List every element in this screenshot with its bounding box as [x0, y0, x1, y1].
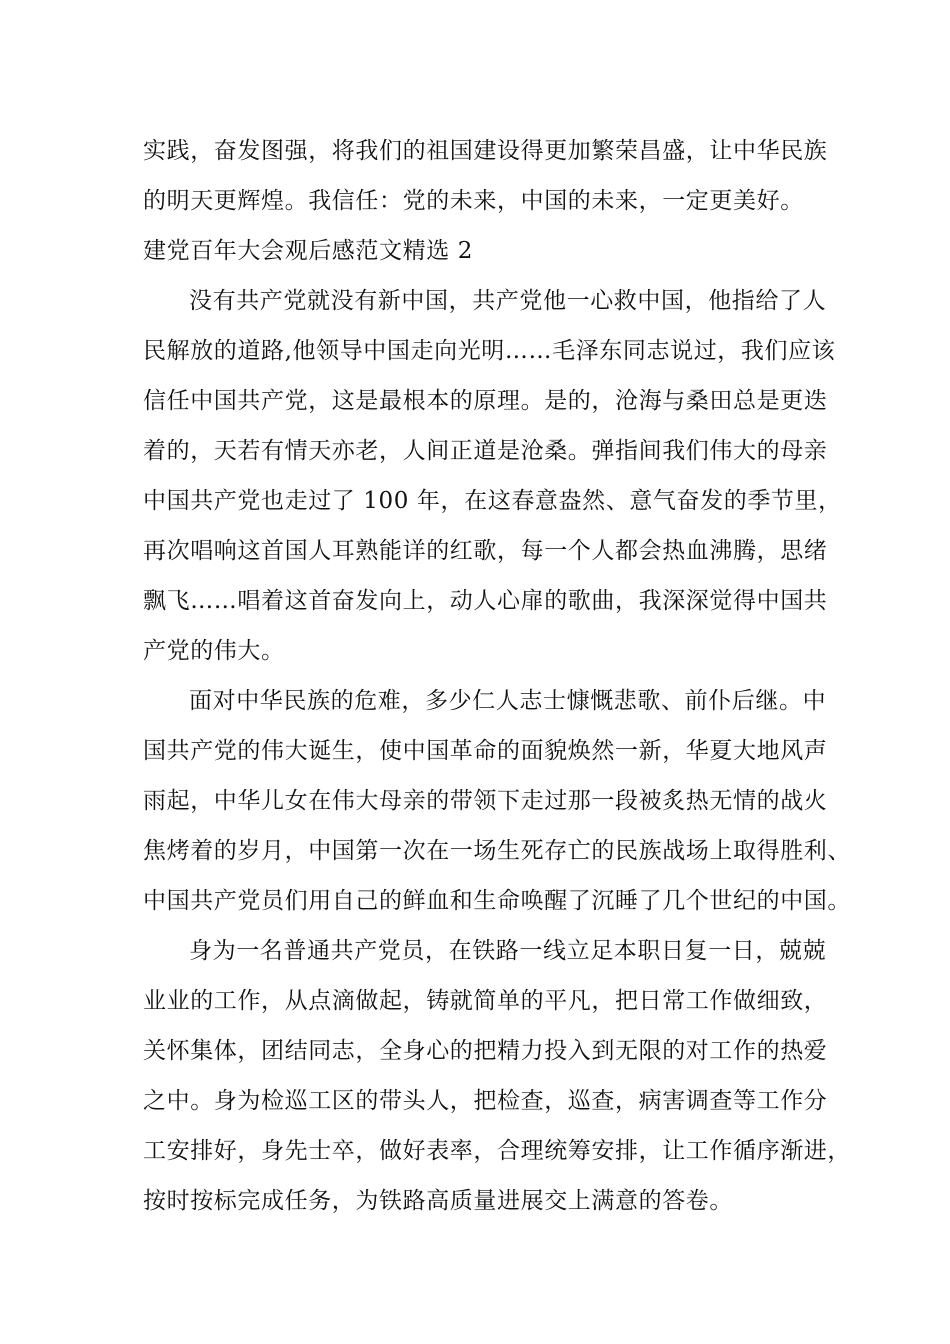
text-line: 信任中国共产党，这是最根本的原理。是的，沧海与桑田总是更迭 — [143, 388, 828, 414]
paragraph-first-line: 没有共产党就没有新中国，共产党他一心救中国，他指给了人 — [189, 288, 827, 314]
text-line: 工安排好，身先士卒，做好表率，合理统筹安排，让工作循序渐进， — [143, 1138, 851, 1164]
text-line: 的明天更辉煌。我信任：党的未来，中国的未来，一定更美好。 — [143, 188, 804, 214]
text-line: 产党的伟大。 — [143, 638, 285, 664]
section-heading: 建党百年大会观后感范文精选 2 — [143, 238, 473, 264]
text-line: 中国共产党员们用自己的鲜血和生命唤醒了沉睡了几个世纪的中国。 — [143, 888, 851, 914]
text-line: 着的，天若有情天亦老，人间正道是沧桑。弹指间我们伟大的母亲 — [143, 438, 828, 464]
paragraph-first-line: 身为一名普通共产党员，在铁路一线立足本职日复一日，兢兢 — [189, 938, 827, 964]
text-line: 实践，奋发图强，将我们的祖国建设得更加繁荣昌盛，让中华民族 — [143, 138, 828, 164]
text-line: 焦烤着的岁月，中国第一次在一场生死存亡的民族战场上取得胜利、 — [143, 838, 851, 864]
text-line: 雨起，中华儿女在伟大母亲的带领下走过那一段被炙热无情的战火 — [143, 788, 828, 814]
text-line: 关怀集体，团结同志，全身心的把精力投入到无限的对工作的热爱 — [143, 1038, 828, 1064]
text-line: 民解放的道路,他领导中国走向光明……毛泽东同志说过，我们应该 — [143, 338, 836, 364]
text-line: 再次唱响这首国人耳熟能详的红歌，每一个人都会热血沸腾，思绪 — [143, 538, 828, 564]
text-line: 按时按标完成任务，为铁路高质量进展交上满意的答卷。 — [143, 1188, 733, 1214]
paragraph-first-line: 面对中华民族的危难，多少仁人志士慷慨悲歌、前仆后继。中 — [189, 688, 827, 714]
text-line: 国共产党的伟大诞生，使中国革命的面貌焕然一新，华夏大地风声 — [143, 738, 828, 764]
text-line: 中国共产党也走过了 100 年，在这春意盎然、意气奋发的季节里， — [143, 488, 842, 514]
text-line: 业业的工作，从点滴做起，铸就简单的平凡，把日常工作做细致， — [143, 988, 828, 1014]
text-line: 之中。身为检巡工区的带头人，把检查，巡查，病害调查等工作分 — [143, 1088, 828, 1114]
text-line: 飘飞……唱着这首奋发向上，动人心扉的歌曲，我深深觉得中国共 — [143, 588, 828, 614]
